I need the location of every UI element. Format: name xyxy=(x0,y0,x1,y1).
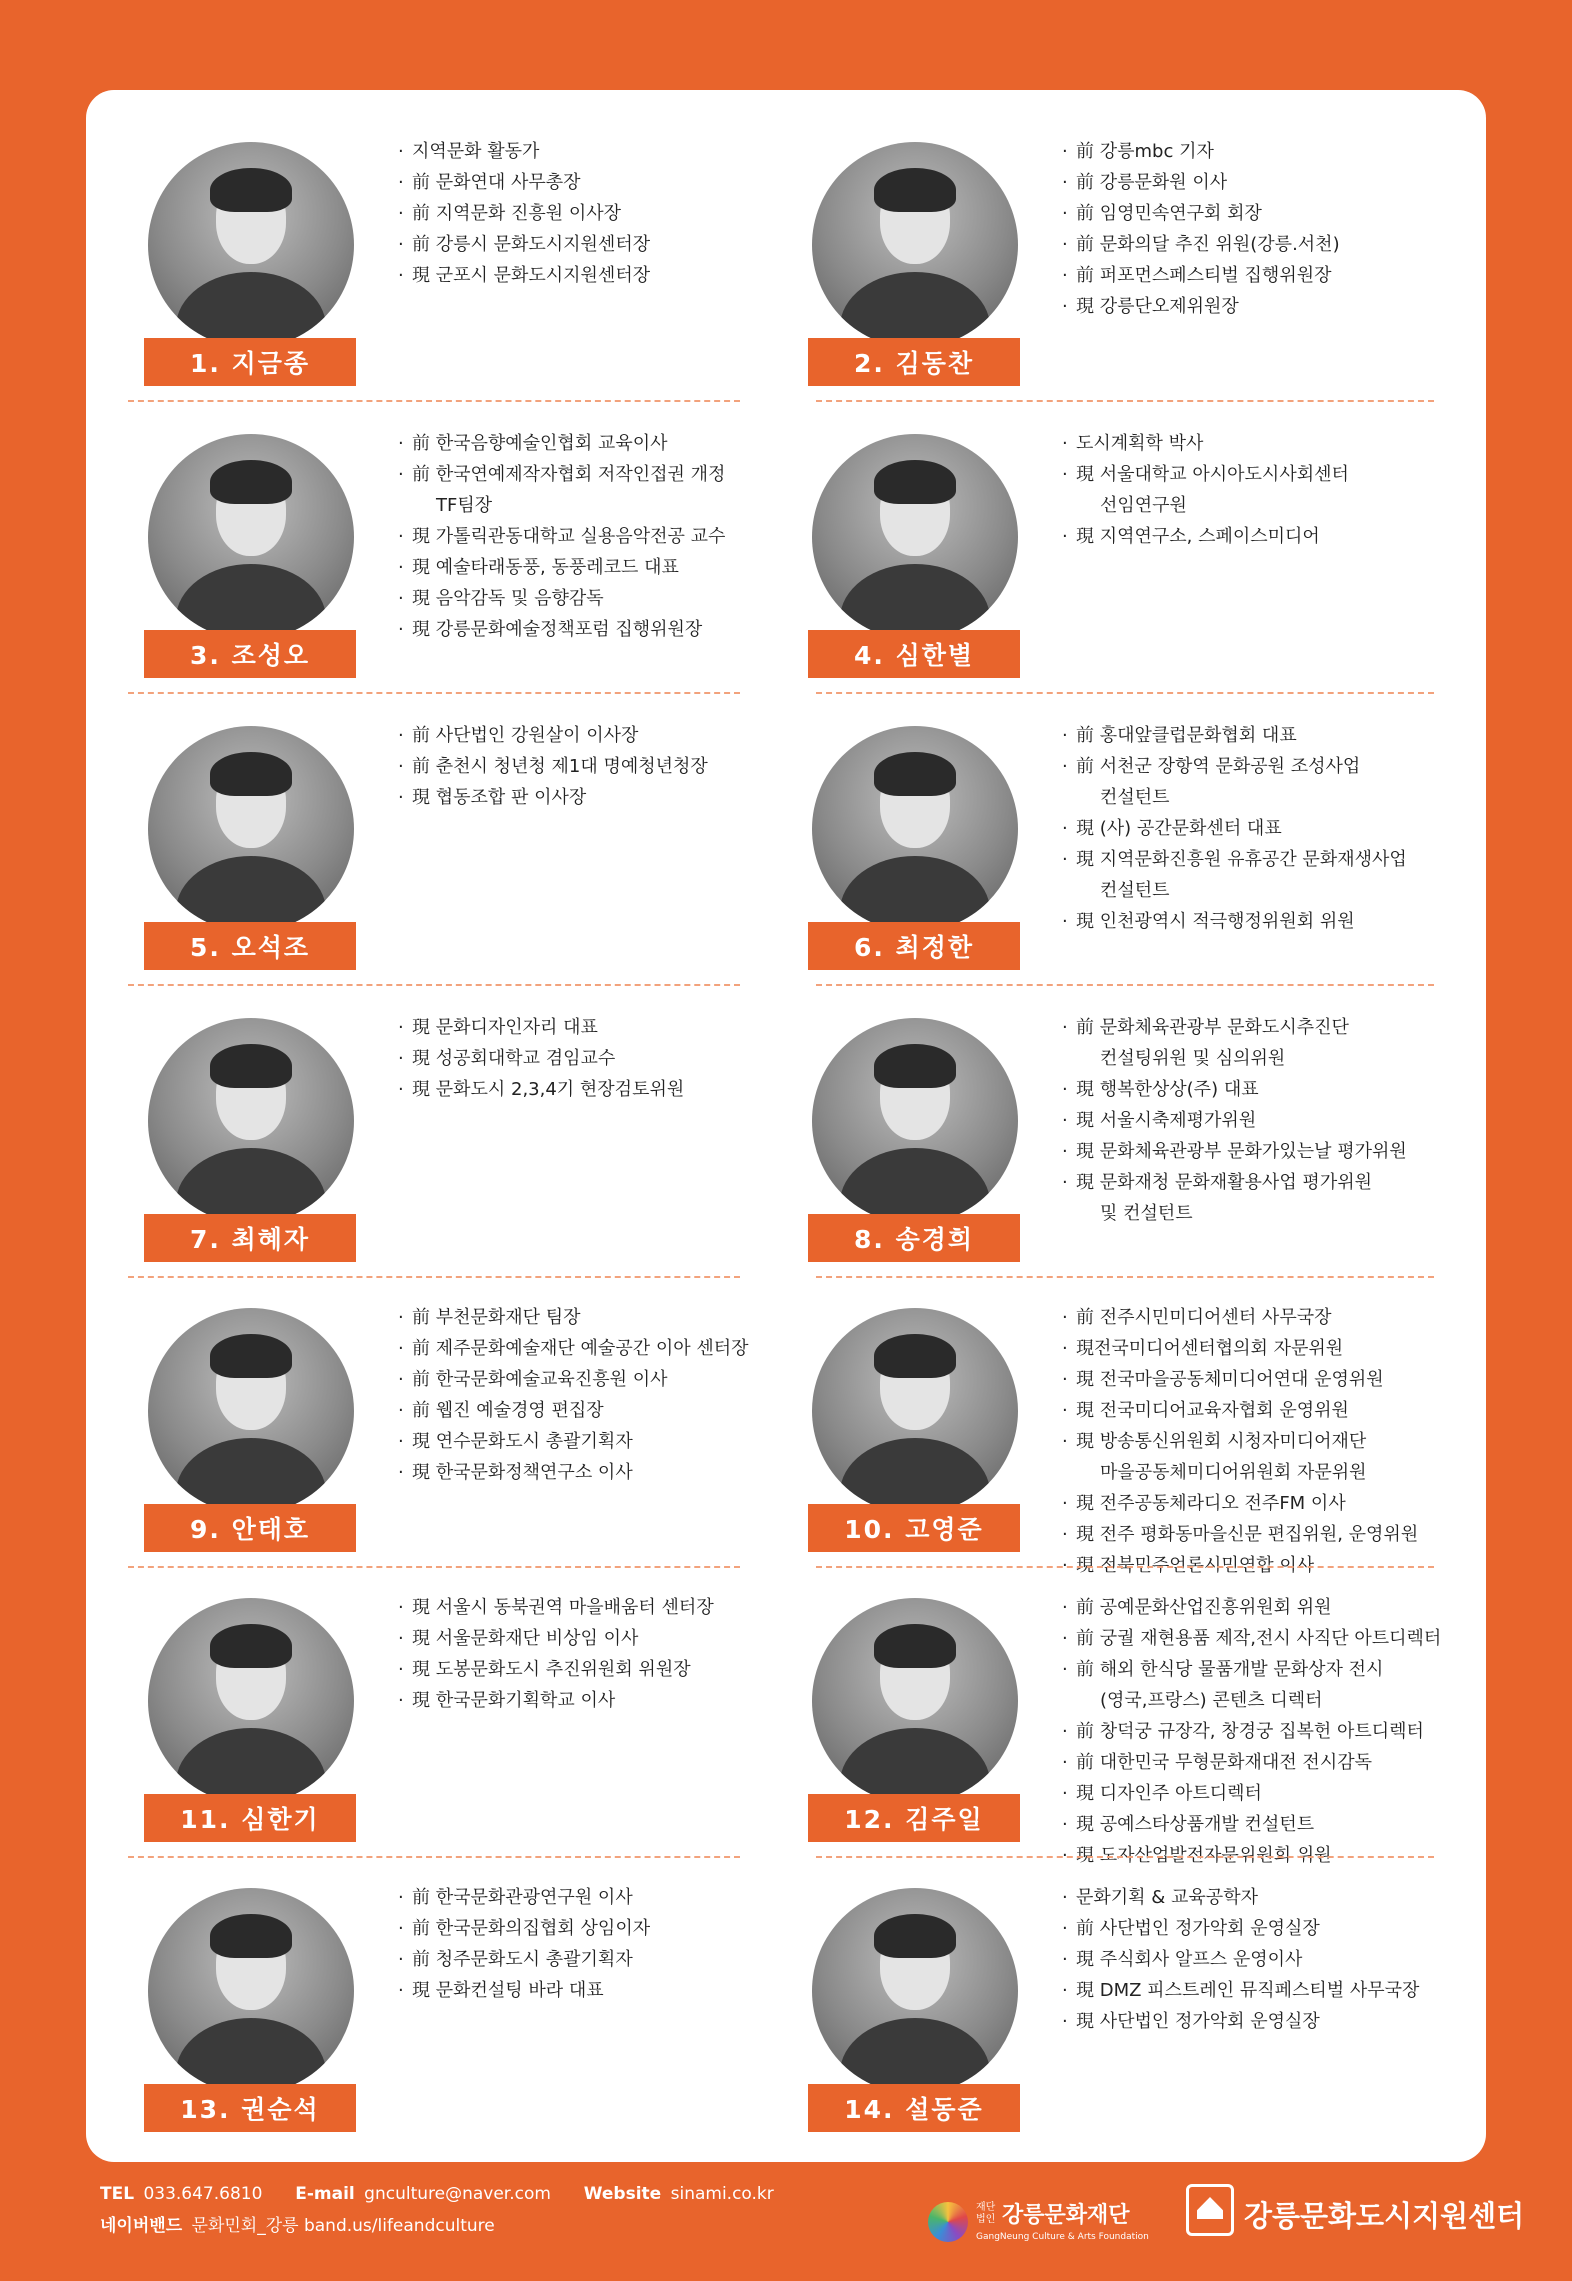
name-tag: 6. 최정한 xyxy=(808,922,1020,970)
portrait-hair xyxy=(874,168,956,212)
portrait-body xyxy=(840,856,990,932)
name-tag: 8. 송경희 xyxy=(808,1214,1020,1262)
portrait-hair xyxy=(210,1624,292,1668)
bio-line: (영국,프랑스) 콘텐츠 디렉터 xyxy=(1100,1690,1323,1711)
bio-line: · 前 부천문화재단 팀장 xyxy=(398,1302,778,1333)
bio-line: · 現 행복한상상(주) 대표 xyxy=(1062,1074,1442,1105)
portrait-body xyxy=(840,1438,990,1514)
row-divider xyxy=(816,1856,1434,1858)
portrait-photo xyxy=(812,434,1018,640)
bio-line: · 現 전북민주언론시민연합 이사 xyxy=(1062,1550,1442,1581)
portrait-hair xyxy=(210,1914,292,1958)
bio-line: · 前 궁궐 재현용품 제작,전시 사직단 아트디렉터 xyxy=(1062,1623,1442,1654)
bio-line: · 現 서울시축제평가위원 xyxy=(1062,1105,1442,1136)
name-tag: 12. 김주일 xyxy=(808,1794,1020,1842)
portrait-photo xyxy=(812,142,1018,348)
row-divider xyxy=(816,984,1434,986)
bio-line: · 現 서울문화재단 비상임 이사 xyxy=(398,1623,778,1654)
name-tag: 10. 고영준 xyxy=(808,1504,1020,1552)
bio-line: 선임연구원 xyxy=(1100,495,1187,516)
portrait-photo xyxy=(148,1018,354,1224)
bio-line: · 現 (사) 공간문화센터 대표 xyxy=(1062,813,1442,844)
portrait-photo xyxy=(148,1888,354,2094)
portrait-body xyxy=(840,2018,990,2094)
bio-list xyxy=(398,136,778,291)
bio-list xyxy=(398,1302,778,1488)
bio-line: · 前 홍대앞클럽문화협회 대표 xyxy=(1062,720,1442,751)
bio-line: · 現 가톨릭관동대학교 실용음악전공 교수 xyxy=(398,521,778,552)
portrait-photo xyxy=(148,1598,354,1804)
name-tag: 1. 지금종 xyxy=(144,338,356,386)
bio-line: · 現 전국미디어교육자협회 운영위원 xyxy=(1062,1395,1442,1426)
tel-value[interactable]: 033.647.6810 xyxy=(143,2184,263,2204)
bio-line: · 前 창덕궁 규장각, 창경궁 집복헌 아트디렉터 xyxy=(1062,1716,1442,1747)
bio-line: 및 컨설턴트 xyxy=(1100,1203,1193,1224)
portrait-hair xyxy=(874,1044,956,1088)
person-card xyxy=(86,968,786,1258)
row-divider xyxy=(816,692,1434,694)
bio-line: · 現 연수문화도시 총괄기획자 xyxy=(398,1426,778,1457)
bio-line: · 前 청주문화도시 총괄기획자 xyxy=(398,1944,778,1975)
bio-line: · 前 한국음향예술인협회 교육이사 xyxy=(398,428,778,459)
person-card xyxy=(750,1548,1450,1866)
bio-line: · 前 한국문화예술교육진흥원 이사 xyxy=(398,1364,778,1395)
portrait-body xyxy=(176,856,326,932)
bio-list xyxy=(1062,136,1442,322)
portrait-body xyxy=(176,2018,326,2094)
portrait-body xyxy=(176,1438,326,1514)
portrait-photo xyxy=(148,434,354,640)
bio-list xyxy=(398,1882,778,2006)
row-divider xyxy=(128,400,740,402)
bio-line: 컨설턴트 xyxy=(1100,880,1170,901)
bio-line: · 現 지역연구소, 스페이스미디어 xyxy=(1062,521,1442,552)
person-card xyxy=(86,1258,786,1548)
portrait-photo xyxy=(812,1018,1018,1224)
portrait-hair xyxy=(210,168,292,212)
bio-line: · 前 임영민속연구회 회장 xyxy=(1062,198,1442,229)
portrait-body xyxy=(176,1148,326,1224)
bio-line: · 前 한국문화관광연구원 이사 xyxy=(398,1882,778,1913)
bio-line: · 前 공예문화산업진흥위원회 위원 xyxy=(1062,1592,1442,1623)
bio-line: · 前 전주시민미디어센터 사무국장 xyxy=(1062,1302,1442,1333)
portrait-body xyxy=(840,1728,990,1804)
name-tag: 7. 최혜자 xyxy=(144,1214,356,1262)
house-logo-icon xyxy=(1186,2184,1234,2236)
bio-line: · 前 한국문화의집협회 상임이자 xyxy=(398,1913,778,1944)
bio-line: · 前 제주문화예술재단 예술공간 이아 센터장 xyxy=(398,1333,778,1364)
foundation-small-label: 재단 법인 xyxy=(976,2202,996,2225)
bio-list xyxy=(1062,1302,1442,1581)
portrait-body xyxy=(176,1728,326,1804)
bio-line: · 現 지역문화진흥원 유휴공간 문화재생사업 xyxy=(1062,844,1442,875)
person-card xyxy=(86,676,786,966)
band-value[interactable]: 문화민회_강릉 band.us/lifeandculture xyxy=(191,2216,495,2236)
bio-line: · 現 서울시 동북권역 마을배움터 센터장 xyxy=(398,1592,778,1623)
bio-list xyxy=(1062,1882,1442,2037)
bio-line: · 現 공예스타상품개발 컨설턴트 xyxy=(1062,1809,1442,1840)
bio-line: · 前 서천군 장항역 문화공원 조성사업 xyxy=(1062,751,1442,782)
bio-line: · 前 강릉문화원 이사 xyxy=(1062,167,1442,198)
bio-line: · 現전국미디어센터협의회 자문위원 xyxy=(1062,1333,1442,1364)
bio-line: · 前 강릉시 문화도시지원센터장 xyxy=(398,229,778,260)
name-tag: 11. 심한기 xyxy=(144,1794,356,1842)
portrait-body xyxy=(840,1148,990,1224)
band-label: 네이버밴드 xyxy=(100,2216,183,2236)
person-card xyxy=(86,384,786,674)
portrait-hair xyxy=(874,1334,956,1378)
bio-line: · 前 문화체육관광부 문화도시추진단 xyxy=(1062,1012,1442,1043)
portrait-body xyxy=(176,272,326,348)
portrait-body xyxy=(176,564,326,640)
person-card xyxy=(750,384,1450,674)
portrait-hair xyxy=(210,1044,292,1088)
bio-line: · 前 대한민국 무형문화재대전 전시감독 xyxy=(1062,1747,1442,1778)
foundation-english-name: GangNeung Culture & Arts Foundation xyxy=(976,2232,1149,2242)
name-tag: 9. 안태호 xyxy=(144,1504,356,1552)
contact-line-1 xyxy=(100,2178,774,2210)
center-logo xyxy=(1186,2184,1525,2244)
bio-line: · 現 예술타래동풍, 동풍레코드 대표 xyxy=(398,552,778,583)
bio-list xyxy=(398,428,778,645)
portrait-photo xyxy=(812,1308,1018,1514)
portrait-hair xyxy=(874,752,956,796)
bio-list xyxy=(398,720,778,813)
bio-line: · 現 문화체육관광부 문화가있는날 평가위원 xyxy=(1062,1136,1442,1167)
email-label: E-mail xyxy=(295,2184,355,2204)
name-tag: 14. 설동준 xyxy=(808,2084,1020,2132)
foundation-name: 강릉문화재단 xyxy=(1002,2203,1130,2228)
bio-line: 마을공동체미디어위원회 자문위원 xyxy=(1100,1462,1367,1483)
portrait-hair xyxy=(210,752,292,796)
bio-line: · 現 문화도시 2,3,4기 현장검토위원 xyxy=(398,1074,778,1105)
contact-footer xyxy=(100,2178,774,2242)
bio-line: · 現 도자산업발전자문위원회 위원 xyxy=(1062,1840,1442,1871)
portrait-photo xyxy=(812,1598,1018,1804)
bio-line: · 前 춘천시 청년청 제1대 명예청년청장 xyxy=(398,751,778,782)
bio-line: · 現 성공회대학교 겸임교수 xyxy=(398,1043,778,1074)
bio-line: · 現 문화디자인자리 대표 xyxy=(398,1012,778,1043)
bio-line: · 現 문화컨설팅 바라 대표 xyxy=(398,1975,778,2006)
bio-line: · 現 도봉문화도시 추진위원회 위원장 xyxy=(398,1654,778,1685)
portrait-hair xyxy=(874,1624,956,1668)
bio-line: · 現 강릉단오제위원장 xyxy=(1062,291,1442,322)
bio-line: · 現 협동조합 판 이사장 xyxy=(398,782,778,813)
portrait-photo xyxy=(148,726,354,932)
portrait-body xyxy=(840,272,990,348)
name-tag: 13. 권순석 xyxy=(144,2084,356,2132)
person-card xyxy=(86,92,786,382)
bio-line: · 現 주식회사 알프스 운영이사 xyxy=(1062,1944,1442,1975)
bio-line: · 前 퍼포먼스페스티벌 집행위원장 xyxy=(1062,260,1442,291)
bio-line: · 現 디자인주 아트디렉터 xyxy=(1062,1778,1442,1809)
portrait-hair xyxy=(210,460,292,504)
bio-line: · 前 한국연예제작자협회 저작인접권 개정 xyxy=(398,459,778,490)
bio-line: · 現 군포시 문화도시지원센터장 xyxy=(398,260,778,291)
bio-line: · 現 인천광역시 적극행정위원회 위원 xyxy=(1062,906,1442,937)
bio-line: · 現 한국문화기획학교 이사 xyxy=(398,1685,778,1716)
bio-line: · 現 전국마을공동체미디어연대 운영위원 xyxy=(1062,1364,1442,1395)
person-card xyxy=(750,92,1450,382)
person-card xyxy=(750,968,1450,1258)
row-divider xyxy=(816,1566,1434,1568)
website-value[interactable]: sinami.co.kr xyxy=(670,2184,774,2204)
row-divider xyxy=(128,1856,740,1858)
bio-line: TF팀장 xyxy=(436,495,493,516)
center-name: 강릉문화도시지원센터 xyxy=(1244,2199,1525,2233)
name-tag: 3. 조성오 xyxy=(144,630,356,678)
portrait-hair xyxy=(874,460,956,504)
bio-list xyxy=(398,1592,778,1716)
portrait-photo xyxy=(812,1888,1018,2094)
portrait-photo xyxy=(148,142,354,348)
portrait-hair xyxy=(874,1914,956,1958)
bio-line: · 現 강릉문화예술정책포럼 집행위원장 xyxy=(398,614,778,645)
bio-line: · 現 전주 평화동마을신문 편집위원, 운영위원 xyxy=(1062,1519,1442,1550)
bio-list xyxy=(1062,1592,1442,1871)
portrait-photo xyxy=(812,726,1018,932)
portrait-hair xyxy=(210,1334,292,1378)
bio-line: · 前 강릉mbc 기자 xyxy=(1062,136,1442,167)
name-tag: 5. 오석조 xyxy=(144,922,356,970)
foundation-logo xyxy=(928,2196,1148,2252)
row-divider xyxy=(128,692,740,694)
bio-line: · 前 지역문화 진흥원 이사장 xyxy=(398,198,778,229)
portrait-body xyxy=(840,564,990,640)
tel-label: TEL xyxy=(100,2184,135,2204)
bio-line: · 前 웹진 예술경영 편집장 xyxy=(398,1395,778,1426)
bio-line: · 現 음악감독 및 음향감독 xyxy=(398,583,778,614)
person-card xyxy=(750,1258,1450,1576)
name-tag: 2. 김동찬 xyxy=(808,338,1020,386)
bio-line: 컨설팅위원 및 심의위원 xyxy=(1100,1048,1286,1069)
bio-line: · 도시계획학 박사 xyxy=(1062,428,1442,459)
bio-line: · 現 한국문화정책연구소 이사 xyxy=(398,1457,778,1488)
bio-line: · 現 서울대학교 아시아도시사회센터 xyxy=(1062,459,1442,490)
contact-line-2 xyxy=(100,2210,774,2242)
bio-line: · 現 방송통신위원회 시청자미디어재단 xyxy=(1062,1426,1442,1457)
row-divider xyxy=(128,1276,740,1278)
bio-list xyxy=(1062,720,1442,937)
bio-line: 컨설턴트 xyxy=(1100,787,1170,808)
website-label: Website xyxy=(583,2184,662,2204)
row-divider xyxy=(816,400,1434,402)
person-card xyxy=(750,676,1450,966)
bio-line: · 前 사단법인 정가악회 운영실장 xyxy=(1062,1913,1442,1944)
bio-line: · 前 사단법인 강원살이 이사장 xyxy=(398,720,778,751)
bio-line: · 現 문화재청 문화재활용사업 평가위원 xyxy=(1062,1167,1442,1198)
email-value[interactable]: gnculture@naver.com xyxy=(364,2184,551,2204)
row-divider xyxy=(128,984,740,986)
bio-line: · 現 전주공동체라디오 전주FM 이사 xyxy=(1062,1488,1442,1519)
bio-line: · 前 문화연대 사무총장 xyxy=(398,167,778,198)
person-card xyxy=(750,1838,1450,2128)
bio-list xyxy=(1062,428,1442,552)
bio-list xyxy=(398,1012,778,1105)
pinwheel-logo-icon xyxy=(928,2202,968,2242)
bio-line: · 문화기획 & 교육공학자 xyxy=(1062,1882,1442,1913)
person-card xyxy=(86,1548,786,1838)
bio-line: · 現 DMZ 피스트레인 뮤직페스티벌 사무국장 xyxy=(1062,1975,1442,2006)
bio-list xyxy=(1062,1012,1442,1229)
row-divider xyxy=(816,1276,1434,1278)
portrait-photo xyxy=(148,1308,354,1514)
row-divider xyxy=(128,1566,740,1568)
person-card xyxy=(86,1838,786,2128)
bio-line: · 前 해외 한식당 물품개발 문화상자 전시 xyxy=(1062,1654,1442,1685)
bio-line: · 지역문화 활동가 xyxy=(398,136,778,167)
bio-line: · 前 문화의달 추진 위원(강릉.서천) xyxy=(1062,229,1442,260)
bio-line: · 現 사단법인 정가악회 운영실장 xyxy=(1062,2006,1442,2037)
name-tag: 4. 심한별 xyxy=(808,630,1020,678)
